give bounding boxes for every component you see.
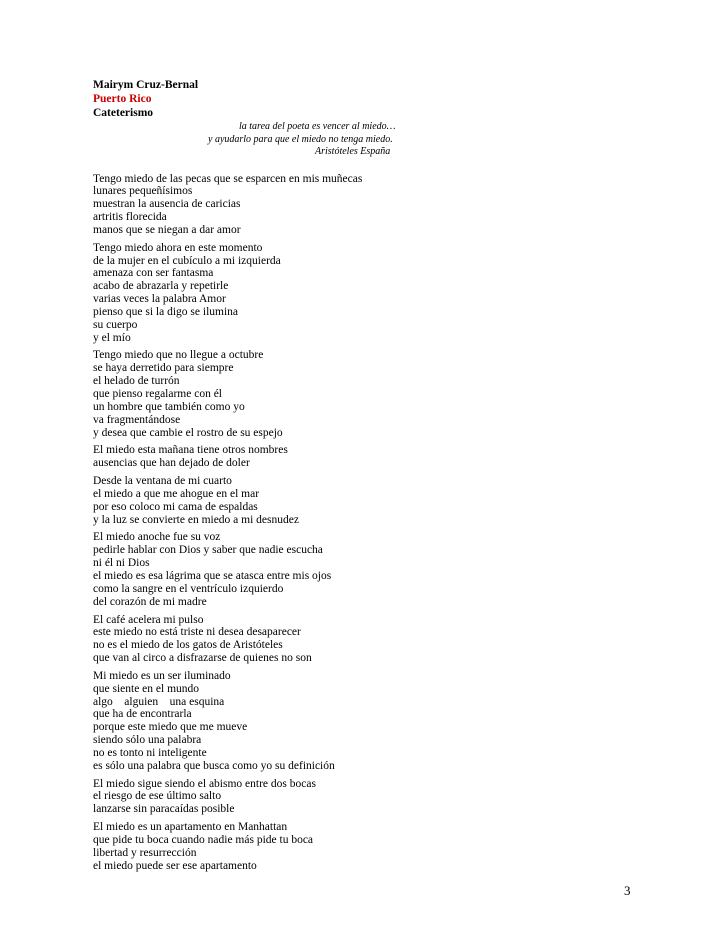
poem-line: porque este miedo que me mueve (93, 721, 248, 734)
poem-line: Tengo miedo ahora en este momento (93, 241, 263, 254)
poem-line: lanzarse sin paracaídas posible (93, 803, 235, 816)
poem-line: que pienso regalarme con él (93, 388, 222, 400)
stanza (93, 475, 653, 526)
poem-line: libertad y resurrección (93, 846, 197, 859)
poem-line: y la luz se convierte en miedo a mi desnudez (93, 513, 299, 526)
stanza (93, 614, 653, 665)
poem-line: ausencias que han dejado de doler (93, 457, 250, 470)
poem-line: varias veces la palabra Amor (93, 293, 226, 306)
poem-line: algo alguien una esquina (93, 695, 225, 708)
author-name: Mairym Cruz-Bernal (93, 79, 199, 91)
poem-line: de la mujer en el cubículo a mi izquierda (93, 254, 281, 267)
poem-line: no es tonto ni inteligente (93, 746, 207, 759)
epigraph-line-1: la tarea del poeta es vencer al miedo… (239, 121, 396, 132)
document-page (93, 78, 653, 878)
poem-line: El miedo sigue siendo el abismo entre dos bocas (93, 777, 316, 790)
poem-line: El miedo esta mañana tiene otros nombres (93, 444, 288, 457)
poem-line: El café acelera mi pulso (93, 613, 204, 626)
poem-line: pienso que si la digo se ilumina (93, 305, 239, 318)
poem-line: el miedo puede ser ese apartamento (93, 859, 257, 872)
poem-line: ni él ni Dios (93, 557, 150, 570)
poem-header (93, 78, 653, 120)
poem-line: que van al circo a disfrazarse de quienes no son (93, 652, 312, 665)
poem-line: Tengo miedo de las pecas que se esparcen en mis muñecas (93, 172, 363, 185)
stanza (93, 670, 653, 773)
poem-line: va fragmentándose (93, 413, 181, 426)
stanza (93, 173, 653, 237)
epigraph-attribution: Aristóteles España (315, 146, 391, 157)
poem-line: pedirle hablar con Dios y saber que nadie escucha (93, 544, 323, 557)
poem-line: siendo sólo una palabra (93, 734, 202, 747)
epigraph-line-2: y ayudarlo para que el miedo no tenga miedo. (208, 133, 393, 145)
poem-line: y el mío (93, 331, 131, 344)
poem-line: no es el miedo de los gatos de Aristóteles (93, 639, 283, 652)
poem-body (93, 173, 653, 873)
poem-line: lunares pequeñísimos (93, 185, 193, 198)
epigraph (93, 121, 653, 159)
poem-line: y desea que cambie el rostro de su espejo (93, 426, 283, 439)
poem-line: por eso coloco mi cama de espaldas (93, 500, 258, 513)
poem-line: se haya derretido para siempre (93, 362, 234, 375)
poem-line: el miedo a que me ahogue en el mar (93, 487, 260, 500)
poem-line: Mi miedo es un ser iluminado (93, 669, 231, 682)
poem-line: este miedo no está triste ni desea desaparecer (93, 626, 301, 639)
poem-line: el helado de turrón (93, 375, 180, 388)
poem-line: del corazón de mi madre (93, 595, 207, 608)
stanza (93, 821, 653, 872)
poem-line: como la sangre en el ventrículo izquierdo (93, 582, 284, 595)
poem-line: que ha de encontrarla (93, 708, 192, 721)
country-name: Puerto Rico (93, 93, 152, 105)
poem-line: su cuerpo (93, 318, 138, 331)
poem-title: Cateterismo (93, 107, 154, 119)
stanza (93, 242, 653, 345)
poem-line: muestran la ausencia de caricias (93, 198, 241, 211)
poem-line: un hombre que también como yo (93, 400, 245, 413)
poem-line: El miedo anoche fue su voz (93, 531, 221, 544)
poem-line: el riesgo de ese último salto (93, 790, 222, 803)
poem-line: Tengo miedo que no llegue a octubre (93, 349, 264, 362)
poem-line: El miedo es un apartamento en Manhattan (93, 821, 288, 834)
page-number: 3 (624, 883, 631, 898)
stanza (93, 531, 653, 608)
poem-line: manos que se niegan a dar amor (93, 223, 241, 236)
poem-line: Desde la ventana de mi cuarto (93, 475, 232, 488)
poem-line: que pide tu boca cuando nadie más pide tu boca (93, 834, 314, 846)
stanza (93, 349, 653, 439)
poem-line: amenaza con ser fantasma (93, 267, 214, 280)
poem-line: el miedo es esa lágrima que se atasca entre mis ojos (93, 569, 332, 582)
poem-line: acabo de abrazarla y repetirle (93, 280, 229, 293)
stanza (93, 444, 653, 470)
poem-line: es sólo una palabra que busca como yo su definición (93, 759, 335, 772)
poem-line: que siente en el mundo (93, 682, 200, 695)
stanza (93, 778, 653, 817)
poem-line: artritis florecida (93, 211, 167, 224)
